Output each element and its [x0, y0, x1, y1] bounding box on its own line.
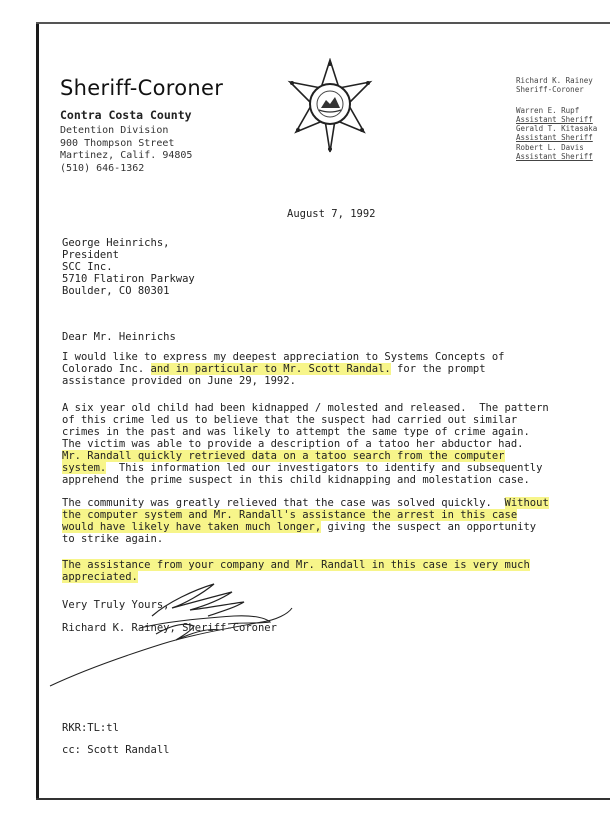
letterhead-county: Contra Costa County [60, 108, 192, 122]
paragraph-text: for the prompt assistance provided on June 29, 1992. [62, 363, 486, 387]
official-name: Robert L. Davis [516, 142, 584, 152]
highlighted-text: The assistance from your company and Mr. Randall in this case is very much appreciated. [62, 559, 530, 583]
salutation: Dear Mr. Heinrichs [62, 331, 176, 343]
highlighted-text: Mr. Randall quickly retrieved data on a tatoo search from the computer system. [62, 450, 505, 474]
paragraph-3 [62, 497, 549, 545]
official-title: Assistant Sheriff [516, 114, 593, 124]
address-line: (510) 646-1362 [60, 162, 145, 174]
sheriff-star-badge-icon [284, 58, 376, 154]
paragraph-1 [62, 351, 505, 387]
official-name: Warren E. Rupf [516, 105, 580, 115]
official-name: Richard K. Rainey [516, 76, 593, 85]
recipient-line: George Heinrichs, [62, 237, 170, 249]
carbon-copy: cc: Scott Randall [62, 744, 170, 756]
handwritten-signature [44, 578, 294, 690]
official-title: Sheriff-Coroner [516, 85, 584, 95]
letter-date: August 7, 1992 [287, 208, 376, 220]
scan-border-top [36, 22, 610, 24]
paragraph-text: The community was greatly relieved that the case was solved quickly. [62, 497, 505, 509]
paragraph-text: giving the suspect an opportunity to strike again. [62, 521, 537, 545]
closing: Very Truly Yours, [62, 599, 170, 611]
signer-name: Richard K. Rainey, Sheriff-Coroner [62, 622, 277, 634]
address-line: 900 Thompson Street [60, 137, 175, 149]
recipient-address [62, 237, 195, 297]
paragraph-2 [62, 402, 549, 486]
paragraph-text: A six year old child had been kidnapped / molested and released. The pattern of this crime led us to believe that the suspect had carried out similar crimes in the past and was likely to attempt the same type of crime again. The victim was able to provide a description of a tatoo her abductor had. [62, 402, 549, 450]
official-title: Assistant Sheriff [516, 133, 593, 143]
scan-border-bottom [36, 798, 610, 800]
letterhead-address [60, 125, 192, 175]
recipient-line: Boulder, CO 80301 [62, 285, 170, 297]
reference-initials: RKR:TL:tl [62, 722, 119, 734]
highlighted-text: Without the computer system and Mr. Randall's assistance the arrest in this case would have likely have taken much longer, [62, 497, 549, 533]
officials-list [516, 76, 597, 161]
address-line: Martinez, Calif. 94805 [60, 150, 193, 161]
highlighted-text: and in particular to Mr. Scott Randal. [150, 363, 391, 375]
recipient-line: 5710 Flatiron Parkway [62, 273, 195, 285]
recipient-line: President [62, 249, 119, 261]
scan-margin [0, 0, 24, 829]
recipient-line: SCC Inc. [62, 261, 113, 273]
address-line: Detention Division [60, 125, 169, 136]
official-name: Gerald T. Kitasaka [516, 124, 598, 134]
paragraph-text: This information led our investigators to identify and subsequently apprehend the prime suspect in this child kidnapping and molestation case. [62, 462, 543, 486]
letterhead-title: Sheriff-Coroner [60, 76, 224, 100]
official-title: Assistant Sheriff [516, 152, 593, 162]
paragraph-text: I would like to express my deepest appreciation to Systems Concepts of Colorado Inc. [62, 351, 505, 375]
scan-border-left [36, 22, 39, 800]
